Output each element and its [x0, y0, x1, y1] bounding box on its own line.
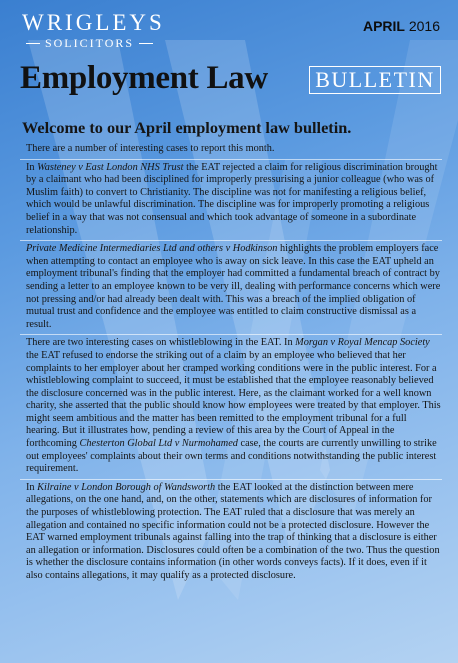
paragraph-text: There are two interesting cases on whistleblowing in the EAT. In	[26, 337, 296, 349]
case-name: Morgan v Royal Mencap Society	[295, 337, 430, 349]
article-body	[20, 118, 442, 586]
paragraph-text: There are a number of interesting cases to report this month.	[26, 143, 275, 154]
article-paragraph	[20, 334, 442, 479]
case-name: Private Medicine Intermediaries Ltd and others v Hodkinson	[26, 243, 278, 255]
firm-logo	[22, 10, 165, 50]
bulletin-badge: BULLETIN	[309, 66, 441, 94]
paragraph-list	[20, 142, 442, 586]
issue-date	[363, 18, 440, 34]
paragraph-text: highlights the problem employers face when attempting to contact an employee who is away on sick leave. In this case the EAT upheld an employment tribunal's finding that the employer had committed a fundamental breach of contract by sending a letter to an employee known to be very ill, dealing with performance concerns which were not pressing and/or had already been dealt with. This was a breach of the implied obligation of mutual trust and confidence and the employee was entitled to claim constructive dismissal as a result.	[26, 243, 441, 330]
subtitle-rule-left	[26, 43, 40, 44]
case-name: Wasteney v East London NHS Trust	[37, 161, 184, 173]
paragraph-text: the EAT refused to endorse the striking out of a claim by an employee who believed that her complaints to her employer about her cramped working conditions were in the public interest. For a whistleblowing complaint to succeed, it must be established that the employee reasonably believed the disclosure concerned was in the public interest. Here, as the claimant worked for a well known charity, she asserted that the public should know how employees were treated by that employer. This might seem ambitious and the matter has been remitted to the employment tribunal for a full hearing. But it illustrates how, pending a review of this area by the Court of Appeal in the forthcoming	[26, 349, 441, 450]
firm-name: WRIGLEYS	[22, 10, 165, 35]
paragraph-text: the EAT rejected a claim for religious discrimination brought by a claimant who had been disciplined for improperly pressurising a junior colleague (who was of Muslim faith) to convert to Christianity. The discipline was not for manifesting a religious belief, which would be unlawful discrimination. The discipline was for improperly promoting a religious belief in a way that was not consensual and which took advantage of someone in a subordinate relationship.	[26, 161, 438, 236]
paragraph-text: case, the courts are currently unwilling to strike out employees' complaints about their own terms and conditions notwithstanding the public interest requirement.	[26, 438, 437, 475]
firm-subtitle: SOLICITORS	[44, 36, 135, 50]
article-paragraph	[20, 479, 442, 586]
firm-subtitle-row	[22, 36, 157, 50]
article-paragraph	[20, 240, 442, 334]
article-paragraph	[20, 159, 442, 241]
issue-month: APRIL	[362, 18, 405, 34]
page-title: Employment Law	[20, 60, 268, 96]
issue-year: 2016	[408, 18, 440, 34]
welcome-heading: Welcome to our April employment law bulletin.	[22, 118, 352, 137]
paragraph-text: In	[26, 161, 38, 173]
paragraph-text: the EAT looked at the distinction between mere allegations, on the one hand, and, on the other, statements which are disclosures of information for the purposes of whistleblowing protection. The EAT ruled that a disclosure that was merely an allegation and contained no specific information could not be a protected disclosure. However the EAT warned employment tribunals against falling into the trap of thinking that a disclosure is either an allegation or information. Disclosures could often be a combination of the two. Thus the question is whether the disclosure contains information (in other words conveys facts). If it does, even if it also contains allegations, it may qualify as a protected disclosure.	[26, 481, 440, 581]
case-name: Kilraine v London Borough of Wandsworth	[37, 481, 216, 493]
article-paragraph	[20, 142, 442, 159]
paragraph-text: In	[26, 481, 38, 493]
subtitle-rule-right	[139, 43, 153, 44]
case-name: Chesterton Global Ltd v Nurmohamed	[79, 438, 238, 450]
header	[0, 0, 458, 110]
